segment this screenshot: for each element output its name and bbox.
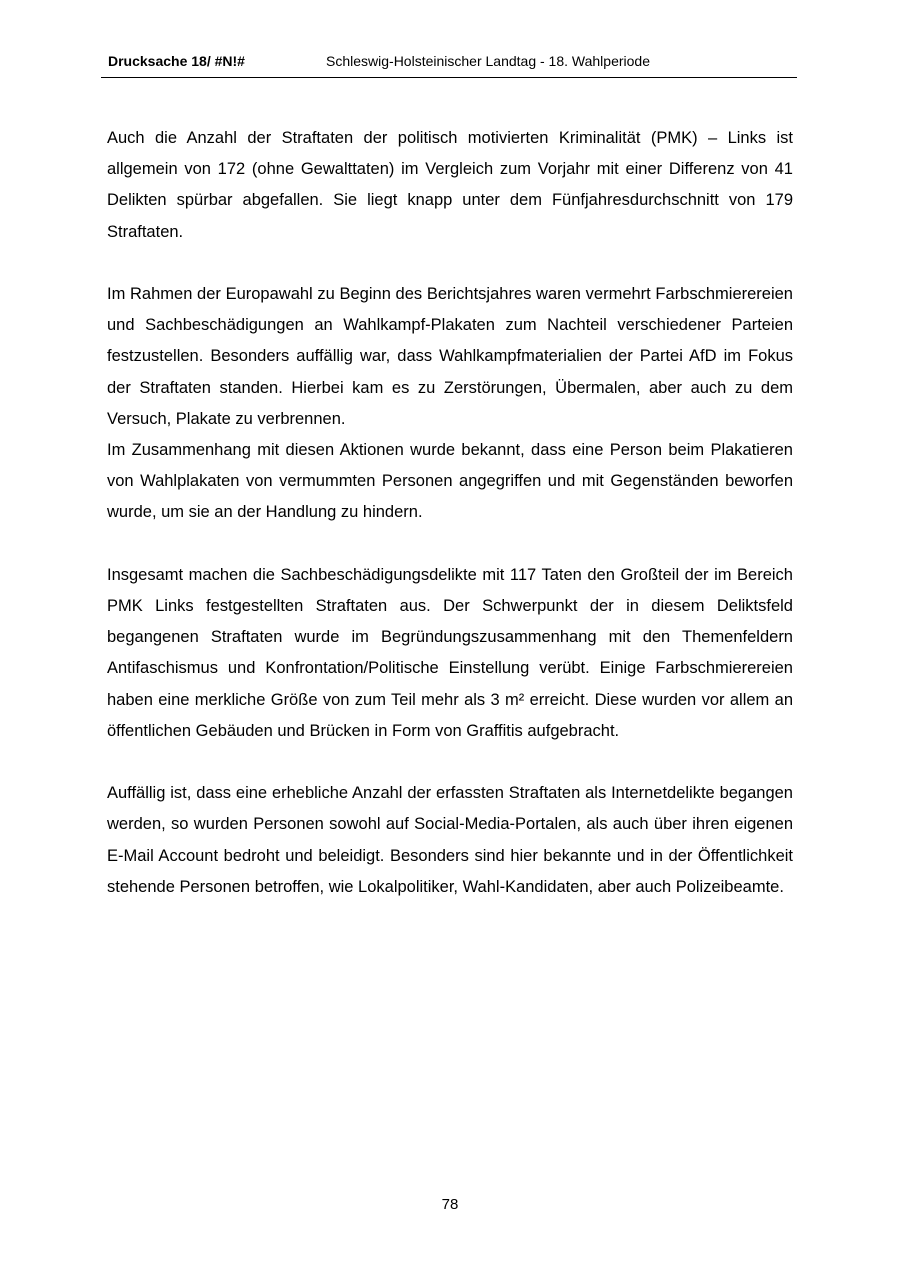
paragraph-internet-offenses: Auffällig ist, dass eine erhebliche Anzahl der erfassten Straftaten als Internetdelikte begangen werden, so wurden Personen sowohl auf Social-Media-Portalen, als auch über ihren eigenen E-Mail Account bedroht und beleidigt. Besonders sind hier bekannte und in der Öffentlichkeit stehende Personen betroffen, wie Lokalpolitiker, Wahl-Kandidaten, aber auch Polizeibeamte.: [107, 784, 793, 896]
document-number: Drucksache 18/ #N!#: [108, 53, 245, 69]
page-number: 78: [441, 1196, 459, 1213]
paragraph-property-damage: Insgesamt machen die Sachbeschädigungsdelikte mit 117 Taten den Großteil der im Bereich PMK Links festgestellten Straftaten aus. Der Schwerpunkt der in diesem Deliktsfeld begangenen Straftaten wurde im Begründungszusammenhang mit den Themenfeldern Antifaschismus und Konfrontation/Politische Einstellung verübt. Einige Farbschmierereien haben eine merkliche Größe von zum Teil mehr als 3 m² erreicht. Diese wurden vor allem an öffentlichen Gebäuden und Brücken in Form von Graffitis aufgebracht.: [107, 565, 793, 740]
paragraph-attack-on-person: Im Zusammenhang mit diesen Aktionen wurde bekannt, dass eine Person beim Plakatieren von Wahlplakaten von vermummten Personen angegriffen und mit Gegenständen beworfen wurde, um sie an der Handlung zu hindern.: [107, 441, 793, 522]
body-text: [107, 123, 793, 903]
page-header: [101, 50, 797, 78]
paragraph-europawahl: Im Rahmen der Europawahl zu Beginn des Berichtsjahres waren vermehrt Farbschmierereien und Sachbeschädigungen an Wahlkampf-Plakaten zum Nachteil verschiedener Parteien festzustellen. Besonders auffällig war, dass Wahlkampfmaterialien der Partei AfD im Fokus der Straftaten standen. Hierbei kam es zu Zerstörungen, Übermalen, aber auch zu dem Versuch, Plakate zu verbrennen.: [107, 285, 793, 428]
parliament-title: Schleswig-Holsteinischer Landtag - 18. Wahlperiode: [326, 53, 650, 69]
paragraph-pmk-links-count: Auch die Anzahl der Straftaten der politisch motivierten Kriminalität (PMK) – Links ist allgemein von 172 (ohne Gewalttaten) im Vergleich zum Vorjahr mit einer Differenz von 41 Delikten spürbar abgefallen. Sie liegt knapp unter dem Fünfjahresdurchschnitt von 179 Straftaten.: [107, 129, 793, 241]
